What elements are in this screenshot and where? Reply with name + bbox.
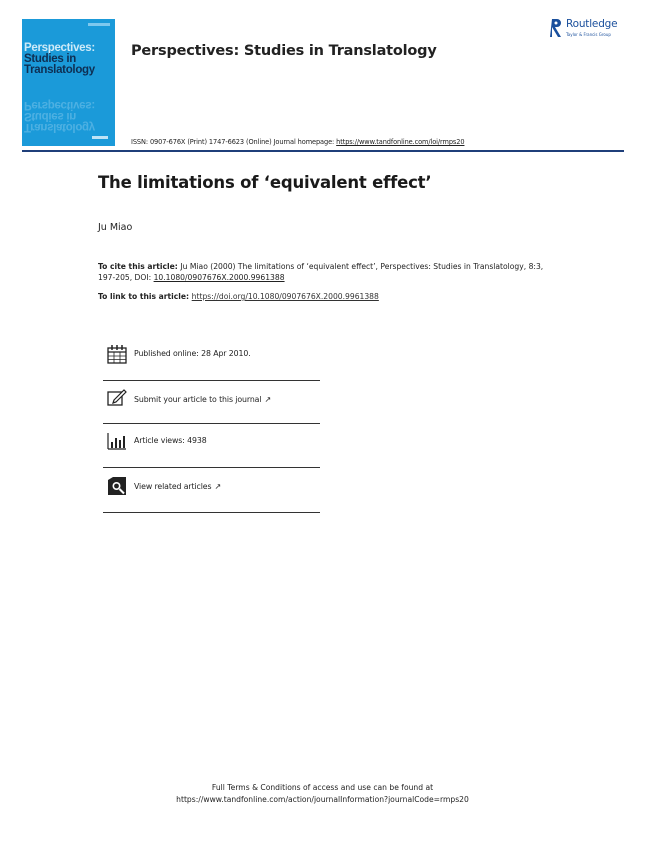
- cover-title: [24, 43, 115, 76]
- related-articles-row[interactable]: [103, 476, 320, 508]
- journal-homepage-link[interactable]: https://www.tandfonline.com/loi/rmps20: [336, 138, 465, 146]
- related-search-icon: [107, 476, 127, 496]
- cover-reflect-line2: Studies in: [24, 110, 76, 122]
- info-divider-2: [103, 423, 320, 424]
- article-link-url[interactable]: https://doi.org/10.1080/0907676X.2000.9961388: [191, 292, 379, 301]
- routledge-logo: [550, 18, 630, 42]
- submit-article-row[interactable]: [103, 388, 320, 420]
- pencil-edit-icon: [107, 388, 127, 408]
- cover-foot-mark: [92, 136, 108, 139]
- cover-title-reflection: [24, 99, 115, 132]
- external-link-icon: ↗: [264, 395, 272, 404]
- info-divider-3: [103, 467, 320, 468]
- cover-reflect-line1: Perspectives:: [24, 99, 95, 111]
- footer-terms-link[interactable]: https://www.tandfonline.com/action/journalInformation?journalCode=rmps20: [176, 795, 469, 804]
- calendar-icon: [107, 344, 127, 364]
- bar-chart-icon: [107, 431, 127, 451]
- citation-text: Ju Miao (2000) The limitations of ‘equivalent effect’, Perspectives: Studies in Translatology, 8:3, 197-205, DOI:: [98, 262, 544, 282]
- article-link-label: To link to this article:: [98, 292, 192, 301]
- info-divider-4: [103, 512, 320, 513]
- submit-article-link[interactable]: [134, 395, 271, 404]
- related-articles-link[interactable]: [134, 482, 221, 491]
- article-views-row: [103, 431, 320, 463]
- issn-text: ISSN: 0907-676X (Print) 1747-6623 (Online) Journal homepage:: [131, 138, 337, 146]
- publisher-tagline: Taylor & Francis Group: [566, 32, 611, 37]
- related-articles-text: View related articles: [134, 482, 212, 491]
- footer-terms-text: Full Terms & Conditions of access and use can be found at: [211, 783, 434, 792]
- info-divider-1: [103, 380, 320, 381]
- header-divider: [22, 150, 624, 152]
- journal-cover-image: [22, 19, 115, 146]
- publisher-name: Routledge: [566, 18, 618, 30]
- doi-link[interactable]: 10.1080/0907676X.2000.9961388: [153, 273, 285, 282]
- article-views-text: Article views: 4938: [134, 436, 207, 445]
- published-online-text: Published online: 28 Apr 2010.: [134, 349, 251, 358]
- external-link-icon: ↗: [214, 482, 222, 491]
- submit-article-text: Submit your article to this journal: [134, 395, 262, 404]
- citation-label: To cite this article:: [98, 262, 181, 271]
- issn-line: [131, 138, 464, 146]
- published-online-row: [103, 344, 320, 376]
- journal-name: Perspectives: Studies in Translatology: [131, 43, 437, 59]
- article-author: Ju Miao: [98, 222, 133, 233]
- article-link-block: [98, 292, 379, 301]
- citation-block: [98, 261, 548, 283]
- article-title: The limitations of ‘equivalent effect’: [98, 173, 432, 192]
- cover-title-line2: Studies in: [24, 53, 76, 65]
- routledge-r-icon: [550, 18, 564, 40]
- cover-title-line3: Translatology: [24, 64, 95, 76]
- cover-top-mark: [88, 23, 110, 26]
- cover-title-line1: Perspectives:: [24, 42, 95, 54]
- cover-reflect-line3: Translatology: [24, 121, 95, 133]
